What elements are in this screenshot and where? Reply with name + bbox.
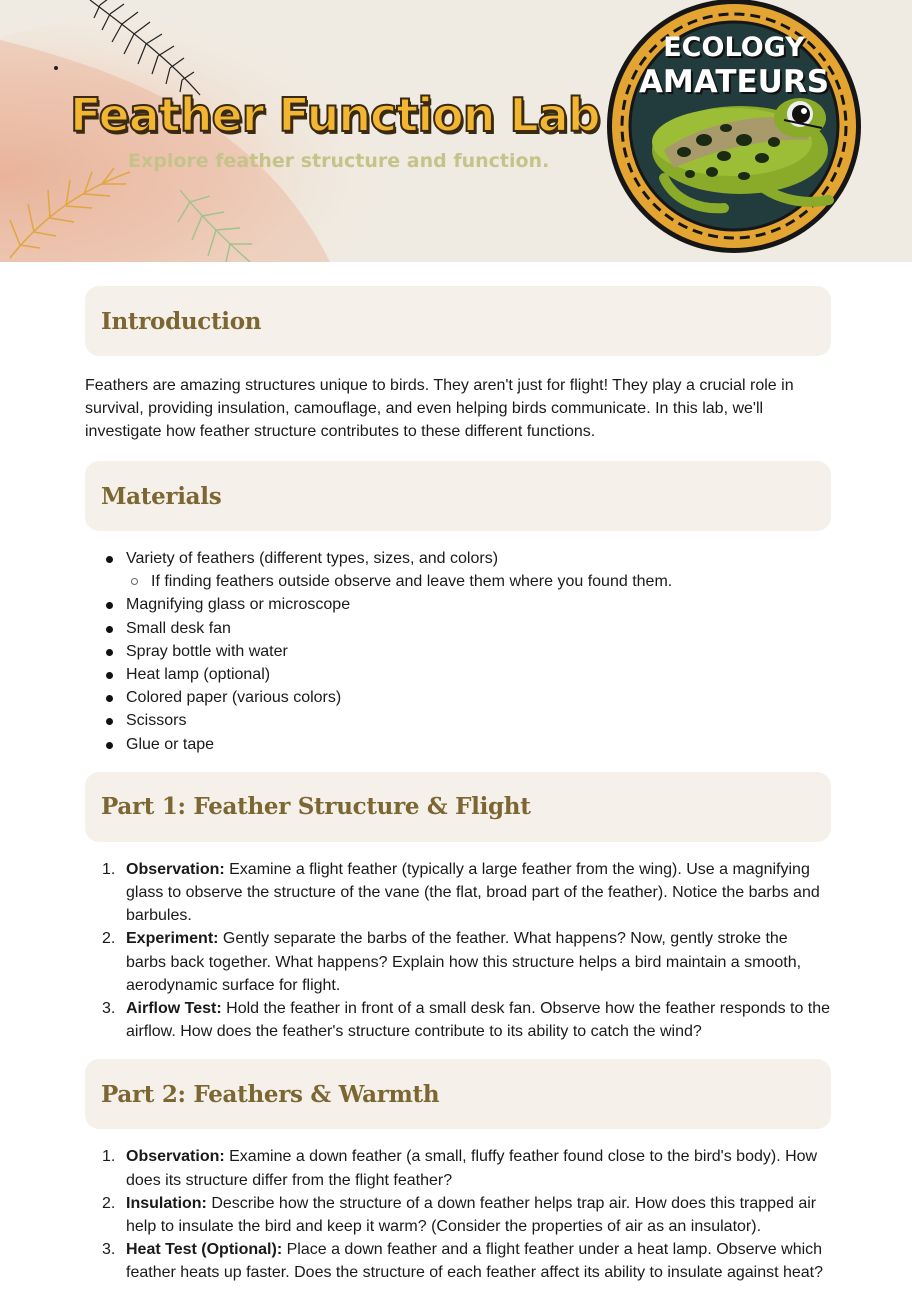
step-text: Examine a flight feather (typically a large feather from the wing). Use a magnifying glass to observe the structure of the vane (the flat, broad part of the feather). Notice the barbs and barbules.	[126, 860, 820, 925]
ecology-amateurs-logo	[604, 0, 864, 256]
part2-header	[85, 1059, 831, 1129]
section-heading: Materials	[101, 482, 222, 510]
step-label: Insulation:	[126, 1194, 207, 1212]
logo-text-amateurs: AMATEURS	[638, 64, 830, 100]
list-item: Scissors	[126, 709, 831, 732]
introduction-paragraph: Feathers are amazing structures unique to birds. They aren't just for flight! They play a crucial role in survival, providing insulation, camouflage, and even helping birds communicate. In this lab, we'll investigate how feather structure contributes to these different functions.	[85, 377, 794, 440]
list-item	[126, 547, 831, 593]
step-number: 3.	[102, 1241, 116, 1259]
step-number: 1.	[102, 860, 116, 878]
step-number: 1.	[102, 1148, 116, 1166]
step-text: Gently separate the barbs of the feather. What happens? Now, gently stroke the barbs back together. What happens? Explain how this structure helps a bird maintain a smooth, aerodynamic surface for flight.	[126, 930, 802, 994]
header-banner	[0, 0, 912, 262]
introduction-header	[85, 286, 831, 356]
list-item: Heat lamp (optional)	[126, 663, 831, 686]
list-item: Colored paper (various colors)	[126, 686, 831, 709]
list-item: Glue or tape	[126, 733, 831, 756]
section-heading: Introduction	[101, 307, 262, 335]
logo-text-ecology: ECOLOGY	[663, 32, 805, 63]
step-label: Observation:	[126, 1148, 225, 1166]
list-item: If finding feathers outside observe and leave them where you found them.	[151, 570, 831, 593]
step-label: Airflow Test:	[126, 1000, 222, 1018]
page-subtitle: Explore feather structure and function.	[128, 150, 550, 172]
step-number: 3.	[102, 1000, 116, 1018]
part2-steps	[85, 1145, 831, 1284]
step-text: Place a down feather and a flight feather under a heat lamp. Observe which feather heats up faster. Does the structure of each feather affect its ability to insulate against heat?	[126, 1241, 824, 1282]
section-heading: Part 2: Feathers & Warmth	[101, 1080, 440, 1108]
step-text: Hold the feather in front of a small desk fan. Observe how the feather responds to the airflow. How does the feather's structure contribute to its ability to catch the wind?	[126, 1000, 831, 1041]
list-item-text: Variety of feathers (different types, sizes, and colors)	[126, 550, 499, 567]
list-item: Small desk fan	[126, 617, 831, 640]
step-number: 2.	[102, 930, 116, 948]
page-title: Feather Function Lab	[70, 88, 600, 142]
part1-header	[85, 772, 831, 842]
list-item: Magnifying glass or microscope	[126, 593, 831, 616]
step-text: Describe how the structure of a down feather helps trap air. How does this trapped air help to insulate the bird and keep it warm? (Consider the properties of air as an insulator).	[126, 1194, 817, 1236]
step-item	[102, 997, 831, 1043]
materials-list	[85, 547, 831, 756]
materials-header	[85, 461, 831, 531]
document-body	[85, 286, 831, 1301]
step-text: Examine a down feather (a small, fluffy feather found close to the bird's body). How does its structure differ from the flight feather?	[126, 1148, 818, 1189]
step-number: 2.	[102, 1194, 116, 1212]
step-label: Heat Test (Optional):	[126, 1241, 283, 1259]
step-item	[102, 927, 831, 997]
step-label: Observation:	[126, 860, 225, 878]
step-item	[102, 1145, 831, 1191]
section-heading: Part 1: Feather Structure & Flight	[101, 793, 531, 821]
step-item	[102, 1192, 831, 1238]
part1-steps	[85, 858, 831, 1044]
step-item	[102, 1238, 831, 1284]
list-item: Spray bottle with water	[126, 640, 831, 663]
sub-list	[126, 570, 831, 593]
step-label: Experiment:	[126, 930, 219, 948]
step-item	[102, 858, 831, 928]
